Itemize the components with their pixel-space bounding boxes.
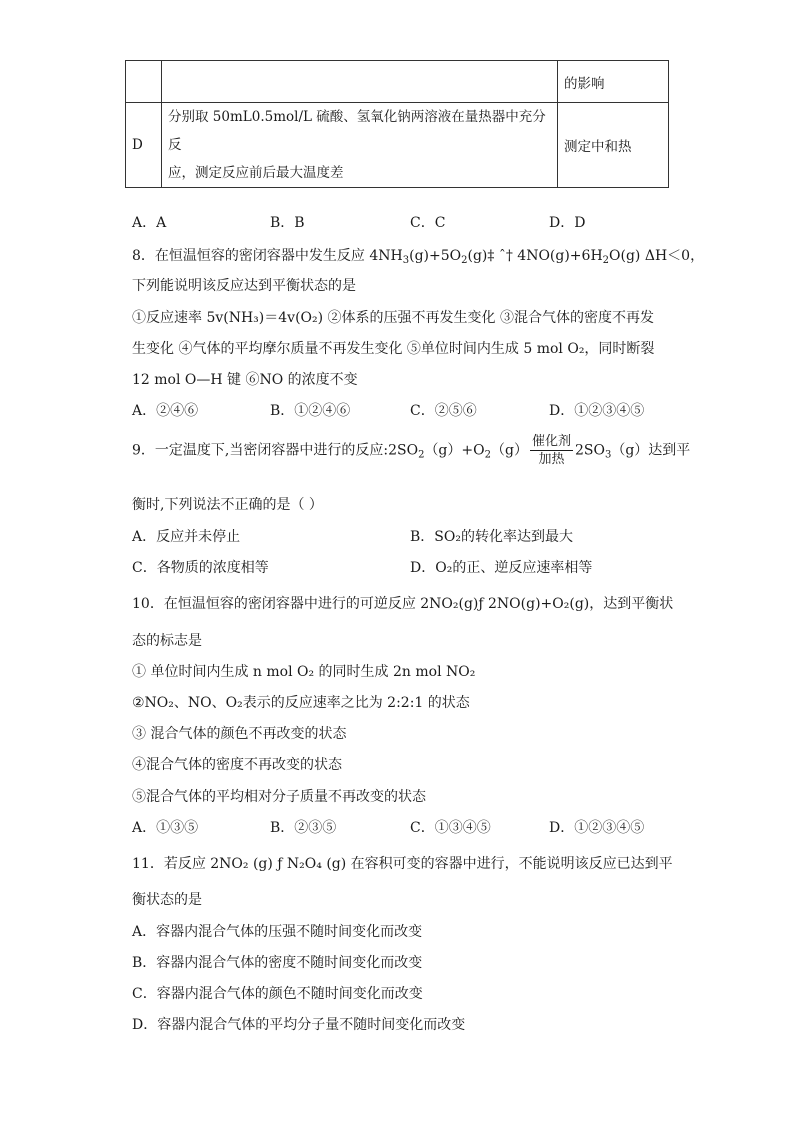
heat-label: 加热 [538,452,565,467]
q11-stem-line1: 11．若反应 2NO₂ (g) ƒ N₂O₄ (g) 在容积可变的容器中进行，不能说明该反应已达到平 [132,856,673,872]
q10-item: ⑤混合气体的平均相对分子质量不再改变的状态 [132,789,426,805]
option-c[interactable]: C．①③④⑤ [410,820,491,836]
option-a[interactable]: A．A [132,215,167,231]
experiment-table [125,60,669,188]
q9-text: （g）+O [424,442,485,459]
option-b[interactable]: B．容器内混合气体的密度不随时间变化而改变 [132,955,423,971]
q11-stem-line2: 衡状态的是 [132,892,202,908]
table-cell-content [162,103,558,188]
table-cell-letter: D [126,103,162,188]
option-d[interactable]: D．O₂的正、逆反应速率相等 [410,560,593,576]
table-cell-content [162,61,558,103]
q9-text: 9．一定温度下,当密闭容器中进行的反应:2SO [132,442,419,459]
table-cell-line: 应，测定反应前后最大温度差 [168,165,344,181]
reaction-condition [530,433,573,468]
option-b[interactable]: B．①②④⑥ [270,403,351,419]
q8-stem-line1: 8．在恒温恒容的密闭容器中发生反应 $4NH_3(g)+5O_2(g)\ddagger$ ˆ† $4NO(g)+6H_2O(g)$ ΔH＜0， [132,248,705,266]
option-d[interactable]: D．容器内混合气体的平均分子量不随时间变化而改变 [132,1017,466,1033]
q8-stem-line3: ①反应速率 5v(NH₃)＝4v(O₂) ②体系的压强不再发生变化 ③混合气体的密度不再发 [132,310,654,326]
option-b[interactable]: B．②③⑤ [270,820,337,836]
q9-stem-line1: 9．一定温度下,当密闭容器中进行的反应$:2SO_2(g)+O_2(g)$ $\frac{\text{催化剂}}{\text{加热}}$ $2SO_3(g)$达到平 [132,434,691,467]
q8-text: (g)+5O [409,248,462,264]
table-cell-line: 分别取 50mL0.5mol/L 硫酸、氢氧化钠两溶液在量热器中充分反 [168,109,546,153]
q10-item: ③ 混合气体的颜色不再改变的状态 [132,726,347,742]
q10-item: ④混合气体的密度不再改变的状态 [132,757,342,773]
q8-text: (g)‡ ˆ† 4NO(g)+6H [467,248,603,264]
option-c[interactable]: C．容器内混合气体的颜色不随时间变化而改变 [132,986,423,1002]
q8-stem-line5: 12 mol O—H 键 ⑥NO 的浓度不变 [132,372,358,388]
option-a[interactable]: A．容器内混合气体的压强不随时间变化而改变 [132,924,423,940]
option-b[interactable]: B．SO₂的转化率达到最大 [410,529,573,545]
option-b[interactable]: B．B [270,215,305,231]
q10-item: ① 单位时间内生成 n mol O₂ 的同时生成 2n mol NO₂ [132,664,476,680]
option-d[interactable]: D．D [549,215,586,231]
option-c[interactable]: C．C [410,215,446,231]
option-a[interactable]: A．②④⑥ [132,403,199,419]
q9-text: （g） [490,442,528,459]
option-a[interactable]: A．①③⑤ [132,820,199,836]
q9-text: 2SO [574,442,605,459]
option-c[interactable]: C．各物质的浓度相等 [132,560,269,576]
q10-stem-line2: 态的标志是 [132,633,202,649]
q10-stem-line1: 10．在恒温恒容的密闭容器中进行的可逆反应 2NO₂(g)ƒ 2NO(g)+O₂(g)，达到平衡状 [132,596,674,612]
option-c[interactable]: C．②⑤⑥ [410,403,477,419]
table-cell-purpose: 的影响 [558,61,669,103]
q8-stem-line2: 下列能说明该反应达到平衡状态的是 [132,278,356,294]
q9-stem-line2: 衡时,下列说法不正确的是（ ） [132,497,323,513]
catalyst-label: 催化剂 [531,434,571,449]
table-row [126,103,669,188]
q10-item: ②NO₂、NO、O₂表示的反应速率之比为 2:2:1 的状态 [132,695,470,711]
option-d[interactable]: D．①②③④⑤ [549,403,645,419]
table-cell-purpose: 测定中和热 [558,103,669,188]
table-row [126,61,669,103]
option-a[interactable]: A．反应并未停止 [132,529,241,545]
q8-text: O(g) ΔH＜0， [609,248,705,264]
option-d[interactable]: D．①②③④⑤ [549,820,645,836]
q8-text: 8．在恒温恒容的密闭容器中发生反应 4NH [132,248,403,264]
q8-stem-line4: 生变化 ④气体的平均摩尔质量不再发生变化 ⑤单位时间内生成 5 mol O₂，同时断裂 [132,341,655,357]
q9-text: （g）达到平 [611,442,691,459]
table-cell-letter [126,61,162,103]
